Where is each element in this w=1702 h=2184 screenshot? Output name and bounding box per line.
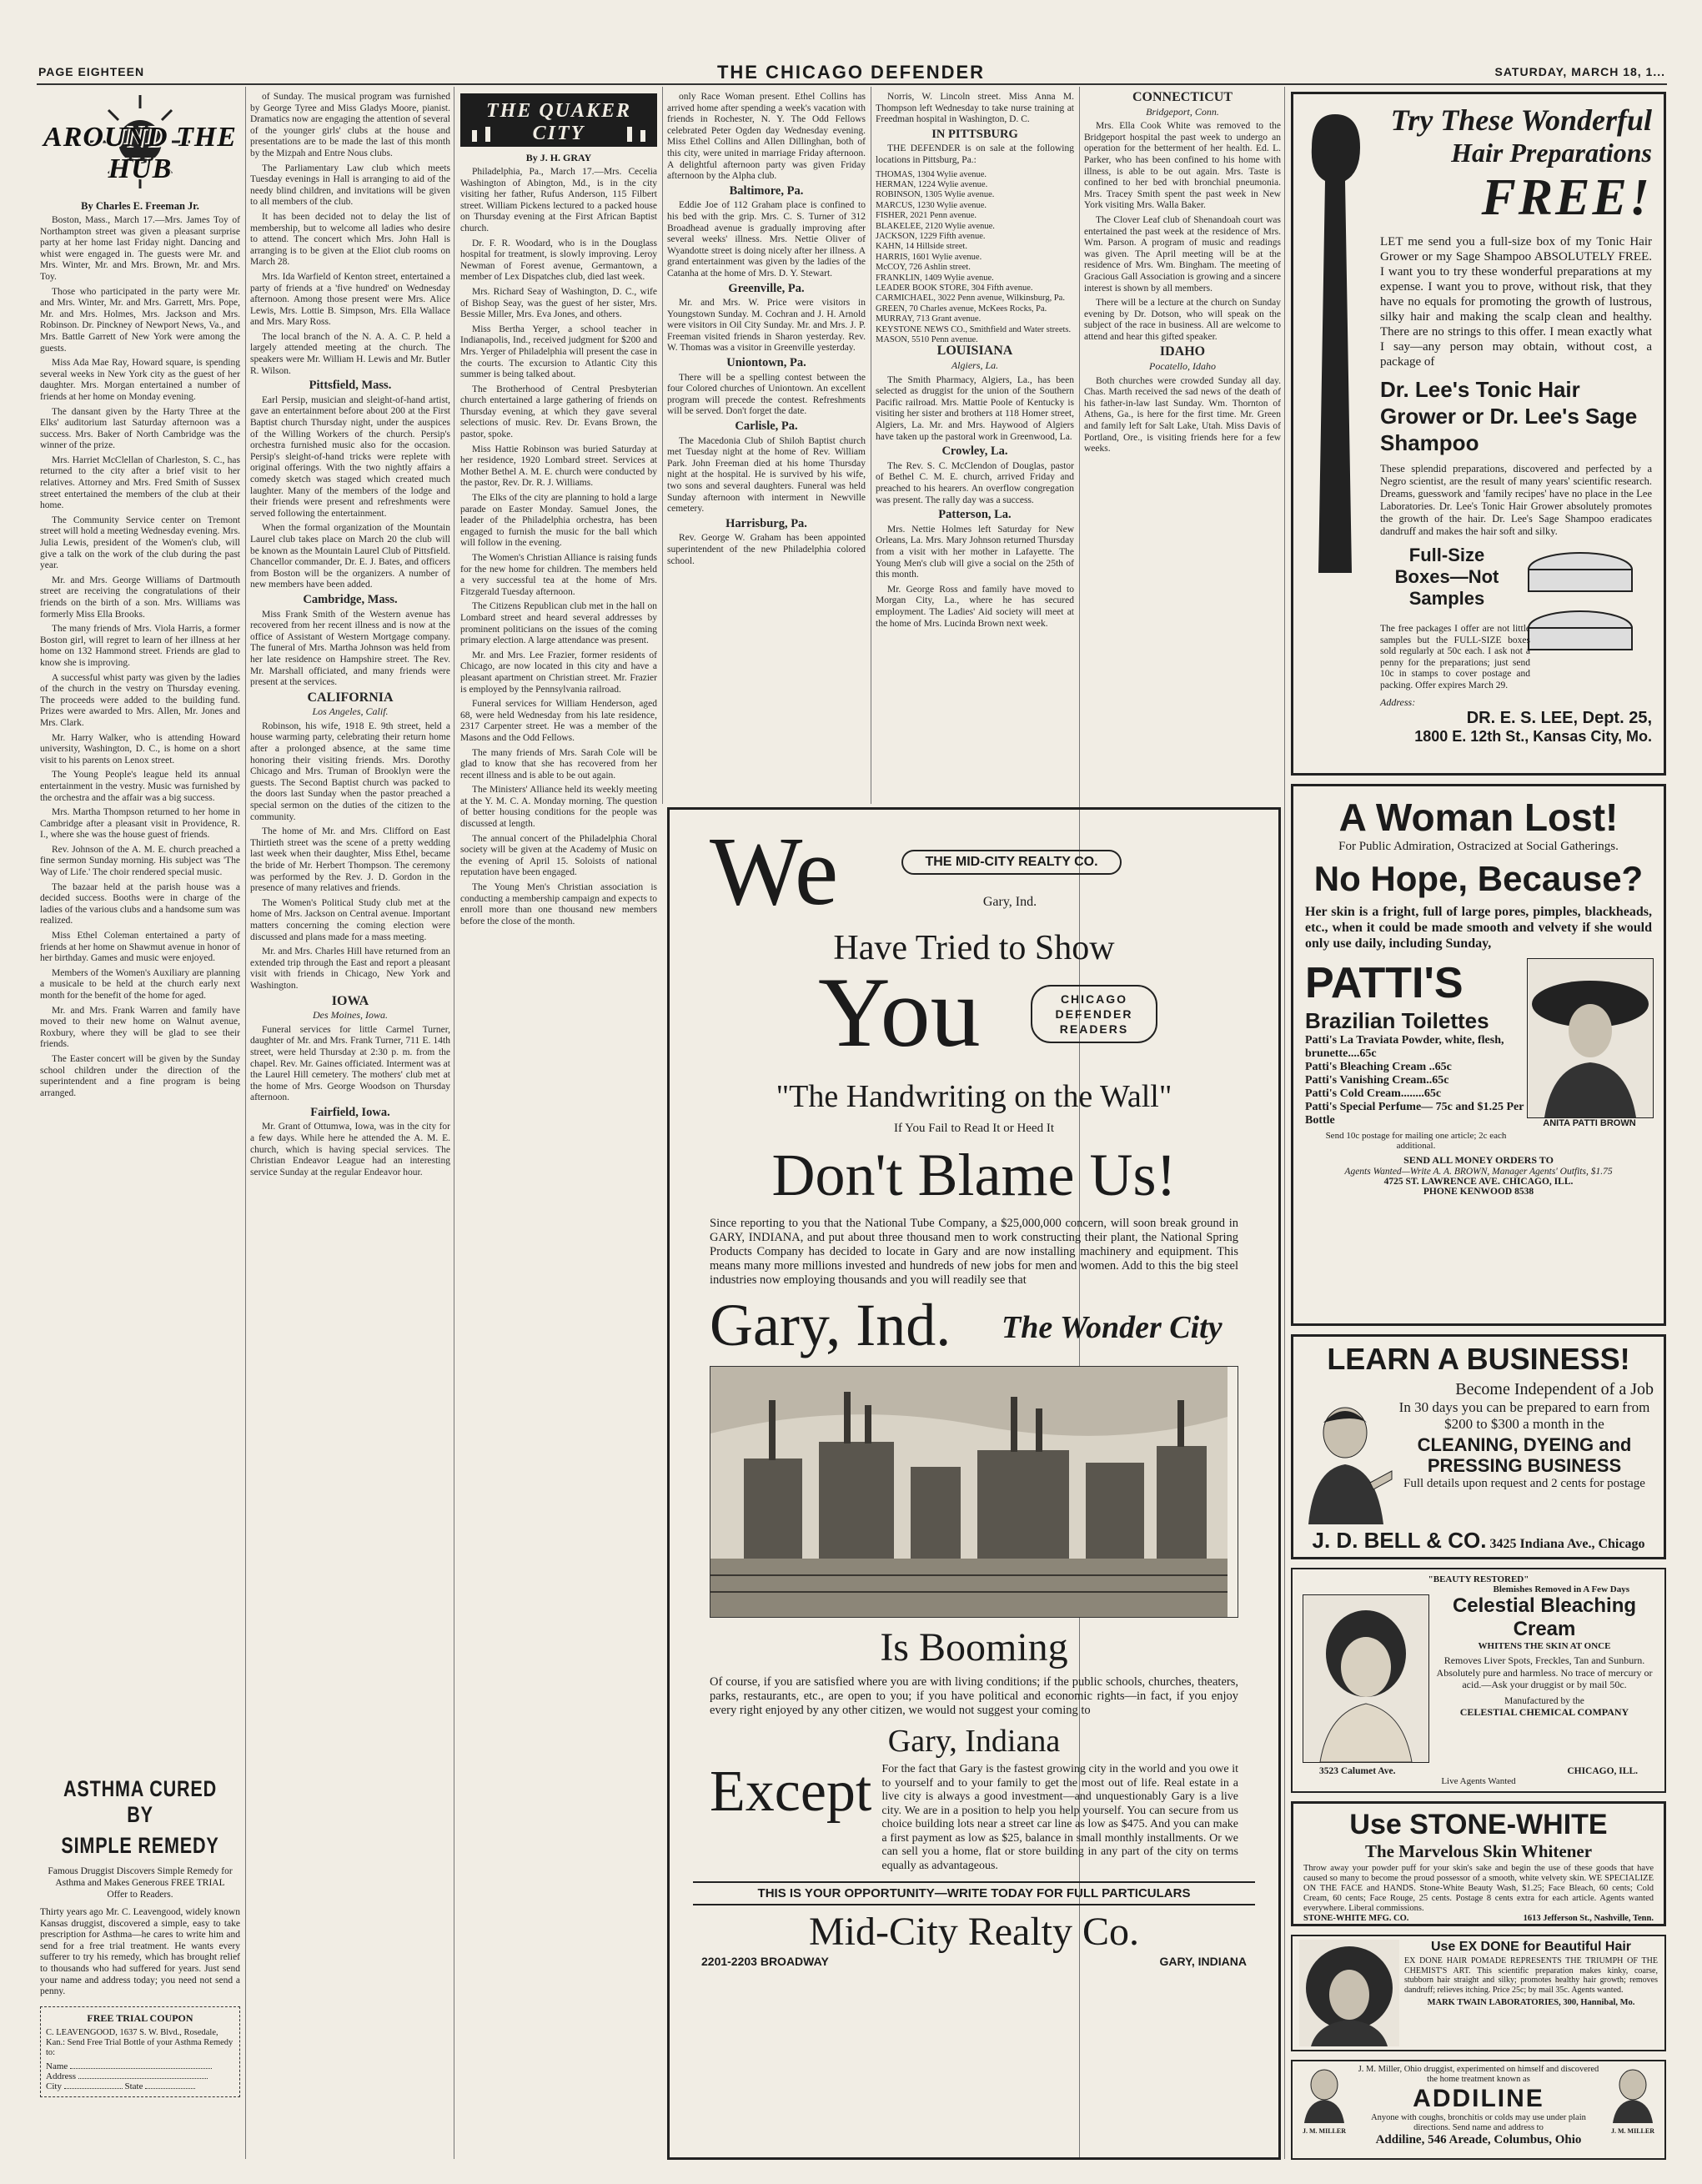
column-2-text <box>250 92 450 2160</box>
coupon-name-label: Name <box>46 2061 68 2071</box>
quaker-paragraph: Miss Hattie Robinson was buried Saturday at her residence, 1920 Lombard street. Services at Mother Bethel A. M. E. church were conducted by the pastor, Rev. Dr. R. J. Williams. <box>460 444 657 489</box>
quaker-city-logo <box>460 93 657 147</box>
quaker-paragraph: The Women's Christian Alliance is raising funds for the new home for children. The members held a very successful tea at the home of Mrs. Fitzgerald Tuesday afternoon. <box>460 553 657 597</box>
ad-readers: CHICAGO DEFENDER READERS <box>1055 992 1133 1036</box>
patti-item: Patti's Bleaching Cream ..65c <box>1305 1061 1452 1073</box>
col4-paragraph: Rev. George W. Graham has been appointed superintendent of the new Philadelphia colored school. <box>667 533 866 566</box>
dealer-item: THOMAS, 1304 Wylie avenue. <box>876 169 987 179</box>
dealer-item: MARCUS, 1230 Wylie avenue. <box>876 200 987 210</box>
exdone-title: Use EX DONE for Beautiful Hair <box>1430 1940 1632 1954</box>
col2-paragraph: Miss Frank Smith of the Western avenue has recovered from her recent illness and is now at the office of Assistant of Western Mortgage company. The funeral of Mrs. Martha Johnson was held from her late residence on Hampshire street. The Rev. Mr. Marshall officiated, and many friends were present at the services. <box>250 609 450 688</box>
addiline-top: J. M. Miller, Ohio druggist, experimented on himself and discovered the home treatment known as <box>1358 2065 1599 2084</box>
ad-wonder-city: The Wonder City <box>1002 1310 1223 1345</box>
dealer-item: MASON, 5510 Penn avenue. <box>876 335 978 345</box>
business-line: Become Independent of a Job <box>1455 1380 1654 1398</box>
issue-date: SATURDAY, MARCH 18, 1... <box>1494 65 1665 78</box>
hair-body: LET me send you a full-size box of my Tonic Hair Grower or my Sage Shampoo ABSOLUTELY FREE. I want you to try these wonderful preparations at my expense. I want you to prove, without risk, that they have no equals for promoting the growth of lustrous, silky hair and making the scalp clean and healthy. There are no strings to this offer. I mean exactly what I say—any person may obtain, without cost, a package of <box>1380 235 1652 369</box>
hub-article <box>40 215 240 1766</box>
col2-paragraph: The home of Mr. and Mrs. Clifford on East Thirtieth street was the scene of a pretty wedding last week when their daughter, Miss Ethel, became the bride of Mr. Herbert Thompson. The ceremony was performed by the Rev. J. D. Gordon in the presence of many relatives and friends. <box>250 826 450 894</box>
dealer-item: HERMAN, 1224 Wylie avenue. <box>876 179 988 189</box>
celestial-city: CHICAGO, ILL. <box>1567 1766 1638 1776</box>
col5-paragraph: The Rev. S. C. McClendon of Douglas, pastor of Bethel C. M. E. church, arrived Friday and preached to his hearers. An overflow congregation was present. The rally day was a success. <box>876 460 1074 505</box>
patti-item: Patti's Cold Cream........65c <box>1305 1087 1442 1100</box>
patti-phone: PHONE KENWOOD 8538 <box>1423 1187 1534 1197</box>
hub-paragraph: The many friends of Mrs. Viola Harris, a former Boston girl, will regret to learn of her illness at her home on 132 Hammond street. Friends are glad to know she is improving. <box>40 624 240 668</box>
mid-city-realty-ad <box>667 807 1281 2160</box>
col2-paragraph: of Sunday. The musical program was furnished by George Tyree and Miss Gladys Moore, pianist. Dramatics now are engaging the attention of several of the younger girls' clubs at the house and presentations are to be made the last of this month by the Mizpah and Entre Nous clubs. <box>250 92 450 158</box>
patti-send: Send 10c postage for mailing one article; 2c each additional. <box>1325 1131 1507 1151</box>
ad-tried: Have Tried to Show <box>833 929 1115 967</box>
hub-paragraph: The Community Service center on Tremont street will hold a meeting Wednesday evening. Mrs. Julia Lewis, president of the Women's club, will give a talk on the work of the club during the past year. <box>40 515 240 571</box>
patti-agents: Agents Wanted—Write A. A. BROWN, Manager Agents' Outfits, $1.75 <box>1344 1167 1613 1177</box>
fairfield-heading: Fairfield, Iowa. <box>310 1105 390 1119</box>
dealer-item: CARMICHAEL, 3022 Penn avenue, Wilkinsburg, Pa. <box>876 294 1065 304</box>
patti-portrait <box>1527 958 1654 1118</box>
asthma-body: Thirty years ago Mr. C. Leavengood, widely known Kansas druggist, discovered a simple, easy to take prescription for Asthma—he cares to write him and send for a free trial treatment. He wants every sufferer to try his remedy, which has brought relief to thousands who had suffered for years. Just send your name and address today; you need not send a penny. <box>40 1907 240 1997</box>
ad-location: Gary, Ind. <box>982 895 1037 909</box>
pittsfield-heading: Pittsfield, Mass. <box>309 379 392 393</box>
ad-opportunity: THIS IS YOUR OPPORTUNITY—WRITE TODAY FOR FULL PARTICULARS <box>693 1881 1255 1905</box>
coupon-address-field[interactable] <box>78 2078 208 2079</box>
patterson-heading: Patterson, La. <box>938 508 1012 522</box>
carlisle-heading: Carlisle, Pa. <box>735 419 798 434</box>
ad-footer-address: 2201-2203 BROADWAY <box>701 1955 829 1968</box>
col2-paragraph: Mrs. Ida Warfield of Kenton street, entertained a party of friends at a 'five hundred' on Wednesday afternoon. Among those present were Mrs. Alice Lewis, Mrs. Lottie B. Simpson, Mrs. Ella Wallace and Mrs. Mary Ross. <box>250 271 450 328</box>
celestial-woman-portrait <box>1303 1594 1429 1763</box>
ad-footer-city: GARY, INDIANA <box>1159 1955 1247 1968</box>
learn-business-ad <box>1291 1334 1666 1559</box>
dealer-item: FRANKLIN, 1409 Wylie avenue. <box>876 273 994 283</box>
hub-paragraph: Mr. Harry Walker, who is attending Howard university, Washington, D. C., is home on a short visit to his parents on Lenox street. <box>40 732 240 766</box>
business-company: J. D. BELL & CO. <box>1312 1528 1487 1553</box>
col5-paragraph: The Smith Pharmacy, Algiers, La., has been selected as druggist for the union of the Southern Pacific railroad. Mrs. Mattie Poole of Kentucky is visiting her sister and brothers at 118 Homer street, Algiers, La. Mr. and Mrs. Haywood of Algiers have taken up the pastoral work in Greenwood, La. <box>876 374 1074 442</box>
crowley-heading: Crowley, La. <box>941 444 1008 459</box>
hair-line-1: Try These Wonderful <box>1390 103 1652 137</box>
pattis-toilettes-ad <box>1291 784 1666 1326</box>
dealer-item: McCOY, 726 Ashlin street. <box>876 263 971 273</box>
business-body: In 30 days you can be prepared to earn from $200 to $300 a month in the <box>1398 1399 1650 1432</box>
col5-paragraph: Mr. George Ross and family have moved to Morgan City, La., where he has secured employment. The Ladies' Aid society will meet at the home of Mrs. Lucinda Brown next week. <box>876 584 1074 629</box>
patti-orders: SEND ALL MONEY ORDERS TO <box>1403 1154 1554 1166</box>
hub-paragraph: Mrs. Martha Thompson returned to her home in Cambridge after a pleasant visit in Providence, R. I., where she was the house guest of friends. <box>40 807 240 841</box>
quaker-paragraph: Miss Bertha Yerger, a school teacher in Indianapolis, Ind., received judgment for $200 and Mrs. Yerger of Philadelphia will present the case in the courts. The excursion to Atlantic City this summer is being talked about. <box>460 324 657 380</box>
hair-free: FREE! <box>1481 169 1652 226</box>
coupon-name-field[interactable] <box>70 2068 212 2069</box>
celestial-body: Removes Liver Spots, Freckles, Tan and Sunburn. Absolutely pure and harmless. No trace of mercury or acid.—Ask your druggist or by mail 50c. <box>1436 1654 1653 1690</box>
hub-paragraph: Those who participated in the party were Mr. and Mrs. Winter, Mr. and Mrs. Garrett, Mrs. Pope, Mr. and Mrs. Holmes, Mrs. Jackson and Mrs. Robinson. Dr. Pinckney of Newport News, Va., and Mrs. Battle Garrett of New York were among the guests. <box>40 286 240 354</box>
col5-paragraph: THE DEFENDER is on sale at the following locations in Pittsburg, Pa.: <box>876 143 1074 165</box>
stone-white-ad <box>1291 1801 1666 1926</box>
ad-we: We <box>710 816 839 926</box>
asthma-subhead: Famous Druggist Discovers Simple Remedy for Asthma and Makes Generous FREE TRIAL Offer to Readers. <box>48 1866 233 1900</box>
quaker-article <box>460 167 657 926</box>
hair-body-2: These splendid preparations, discovered and perfected by a Negro scientist, are the result of many years' scientific research. Dreams, guesswork and 'family recipes' have no place in the Lee Laboratories. Dr. Lee's Tonic Hair Grower absolutely promotes the growth of the hair. Dr. Lee's Sage Shampoo eradicates dandruff and makes the hair soft and silky. <box>1380 463 1652 537</box>
quaker-title: THE QUAKER CITY <box>485 100 632 144</box>
asthma-ad <box>40 1776 240 2168</box>
patti-subbrand: Brazilian Toilettes <box>1305 1008 1489 1033</box>
hair-address-label: Address: <box>1380 696 1416 708</box>
quaker-paragraph: The Ministers' Alliance held its weekly meeting at the Y. M. C. A. Monday morning. The question of better housing conditions for the people was discussed at length. <box>460 785 657 830</box>
ad-ifyou: If You Fail to Read It or Heed It <box>893 1122 1055 1135</box>
uniontown-heading: Uniontown, Pa. <box>726 356 806 370</box>
col4-paragraph: There will be a spelling contest between the four Colored churches of Uniontown. An excellent program will precede the contest. Refreshments will be served. Don't forget the date. <box>667 372 866 417</box>
col2-paragraph: When the formal organization of the Mountain Laurel club takes place on March 20 the club will be known as the Mountain Laurel Club of Pittsfield. Chancellor commander, Dr. E. J. Bates, and officers from Boston will be the organizers. A number of new members have been added. <box>250 523 450 590</box>
celestial-title: Celestial Bleaching Cream <box>1452 1594 1637 1640</box>
quaker-paragraph: The many friends of Mrs. Sarah Cole will be glad to know that she has recovered from her recent illness and is able to be out again. <box>460 747 657 781</box>
column-4-text <box>667 92 866 796</box>
dealer-item: GREEN, 70 Charles avenue, McKees Rocks, Pa. <box>876 304 1047 314</box>
california-heading: CALIFORNIA <box>307 690 394 705</box>
column-rule <box>1284 87 1285 2159</box>
dealer-item: KAHN, 14 Hillside street. <box>876 242 967 252</box>
celestial-company: CELESTIAL CHEMICAL COMPANY <box>1459 1705 1629 1718</box>
hub-paragraph: Rev. Johnson of the A. M. E. church preached a fine sermon Sunday morning. His subject was 'The Way of Life.' The choir rendered special music. <box>40 844 240 878</box>
celestial-tag: "BEAUTY RESTORED" <box>1428 1574 1529 1584</box>
ad-readers-box <box>1031 985 1157 1043</box>
col2-paragraph: The Women's Political Study club met at the home of Mrs. Jackson on Central avenue. Important matters concerning the coming election were discussed and plans made for a mass meeting. <box>250 897 450 942</box>
hub-title: AROUND THE HUB <box>43 122 237 184</box>
hub-paragraph: The Easter concert will be given by the Sunday school children under the direction of the superintendent and a fine program is being arranged. <box>40 1053 240 1098</box>
dealer-item: ROBINSON, 1305 Wylie avenue. <box>876 190 995 200</box>
celestial-cream-ad <box>1291 1568 1666 1793</box>
business-title: LEARN A BUSINESS! <box>1327 1342 1630 1376</box>
patti-item: Patti's La Traviata Powder, white, flesh, brunette....65c <box>1305 1034 1504 1060</box>
col4-paragraph: Eddie Joe of 112 Graham place is confined to his bed with the grip. Mrs. C. S. Turner of 312 Broadhead avenue is gradually improving after several weeks' illness. Mrs. Nettie Oliver of Wyandotte street is doing nicely after her illness. A grand entertainment was given by the ladies of the Catanha at the home of Mrs. D. Y. Stewart. <box>667 200 866 279</box>
hair-line-2: Hair Preparations <box>1451 138 1652 168</box>
dealer-item: HARRIS, 1601 Wylie avenue. <box>876 252 982 262</box>
bridgeport-heading: Bridgeport, Conn. <box>1146 105 1219 118</box>
hub-paragraph: Miss Ethel Coleman entertained a party of friends at her home on Shawmut avenue in honor of her birthday. Games and music were enjoyed. <box>40 931 240 964</box>
stonewhite-title: Use STONE-WHITE <box>1349 1809 1608 1840</box>
asthma-headline-1: ASTHMA CURED BY <box>63 1776 217 1827</box>
greenville-heading: Greenville, Pa. <box>728 281 805 295</box>
celestial-agents: Live Agents Wanted <box>1441 1776 1516 1786</box>
coupon-city-field[interactable] <box>64 2088 123 2089</box>
patti-ostracized: For Public Admiration, Ostracized at Social Gatherings. <box>1338 840 1619 853</box>
around-the-hub-logo <box>40 92 240 192</box>
col2-paragraph: Mr. and Mrs. Charles Hill have returned from an extended trip through the East and report a pleasant visit with friends in Chicago, New York and Washington. <box>250 946 450 991</box>
col2-paragraph: Mr. Grant of Ottumwa, Iowa, was in the city for a few days. While here he attended the A. M. E. church, which is having special services. The Christian Endeavor League had an interesting service Sunday at the regular Endeavor hour. <box>250 1122 450 1177</box>
hub-paragraph: Boston, Mass., March 17.—Mrs. James Toy of Northampton street was given a pleasant surprise party at her home last Friday night. Dancing and whist were engaged in. The guests were Mr. and Mrs. Winter, Mr. and Mrs. Brown, Mr. and Mrs. Toy. <box>40 215 240 282</box>
patti-brand: PATTI'S <box>1305 959 1464 1007</box>
patti-address: 4725 ST. LAWRENCE AVE. CHICAGO, ILL. <box>1383 1177 1574 1187</box>
los-angeles-heading: Los Angeles, Calif. <box>312 705 389 718</box>
col6-paragraph: There will be a lecture at the church on Sunday evening by Dr. Dotson, who will speak on the subject of the race in business. All are welcome to attend and hear this gifted speaker. <box>1084 298 1281 342</box>
col2-paragraph: The local branch of the N. A. A. C. P. held a largely attended meeting at the church. The speakers were Mr. William H. Lewis and Mr. Butler R. Wilson. <box>250 331 450 376</box>
hub-paragraph: Miss Ada Mae Ray, Howard square, is spending several weeks in New York city as the guest of her daughter. Mrs. Morgan entertained a number of friends at her home on Monday evening. <box>40 358 240 402</box>
connecticut-heading: CONNECTICUT <box>1132 90 1233 104</box>
hair-body-3: The free packages I offer are not little samples but the FULL-SIZE boxes sold regularly at 50c each. I ask not a penny for the preparations; just send 10c in stamps to cover postage and packing. Offer expires March 29. <box>1380 624 1530 690</box>
ad-dont-blame: Don't Blame Us! <box>771 1142 1177 1208</box>
quaker-paragraph: Dr. F. R. Woodard, who is in the Douglass hospital for treatment, is slowly improving. Leroy Newman of Forest avenue, Germantown, a member of Lex Dispatches club, died last week. <box>460 238 657 283</box>
col4-paragraph: only Race Woman present. Ethel Collins has arrived home after spending a week's vacation with friends in Rochester, N. Y. The Odd Fellows celebrated Peter Ogden day Wednesday evening. Miss Ethel Collins and Allen Dillinghan, both of this city, were united in marriage Friday afternoon. A delightful afternoon party was given Friday afternoon by the Alpha club. <box>667 92 866 182</box>
pocatello-heading: Pocatello, Idaho <box>1149 360 1216 373</box>
addiline-address: Addiline, 546 Areade, Columbus, Ohio <box>1375 2133 1582 2146</box>
column-5-text <box>876 92 1074 796</box>
dealer-item: MURRAY, 713 Grant avenue. <box>876 314 982 324</box>
ad-booming: Is Booming <box>880 1625 1068 1669</box>
col2-paragraph: Funeral services for little Carmel Turner, daughter of Mr. and Mrs. Frank Turner, 711 E. 14th street, were held Thursday at 2:30 p. m. from the chapel. Rev. Mr. Gaines officiated. Interment was at the Laurel Hill cemetery. The mothers' club met at the home of Mrs. George Woodson on Thursday afternoon. <box>250 1024 450 1103</box>
ex-done-ad <box>1291 1935 1666 2051</box>
des-moines-heading: Des Moines, Iowa. <box>313 1009 388 1022</box>
quaker-paragraph: The Elks of the city are planning to hold a large parade on Easter Monday. Samuel Jones, the leader of the Philadelphia orchestra, has been engaged to furnish the music for the ball which will follow in the evening. <box>460 493 657 549</box>
col2-paragraph: Robinson, his wife, 1918 E. 9th street, held a house warming party, celebrating their return home after a prolonged absence, at the same time honoring their visiting friends. Mrs. Dorothy Chicago and Mrs. Truman of Brooklyn were the guests. The Second Baptist church was packed to the doors last Sunday when the pastor preached a special sermon on the duties of the citizen to the community. <box>250 720 450 822</box>
ad-footer-company: Mid-City Realty Co. <box>809 1910 1139 1954</box>
hub-paragraph: Mr. and Mrs. George Williams of Dartmouth street are receiving the congratulations of their friends on the birth of a son. Mrs. Williams was formerly Miss Ella Brooks. <box>40 575 240 620</box>
coupon-state-field[interactable] <box>145 2088 195 2089</box>
celestial-blemish: Blemishes Removed in A Few Days <box>1493 1584 1629 1594</box>
hub-paragraph: Mr. and Mrs. Frank Warren and family have moved to their new home on Walnut avenue, Roxbury, where they will be glad to see their friends. <box>40 1005 240 1050</box>
hub-paragraph: The bazaar held at the parish house was a decided success. Booths were in charge of the ladies of the various clubs and a handsome sum was realized. <box>40 881 240 926</box>
patti-item: Patti's Vanishing Cream..65c <box>1305 1074 1449 1087</box>
addiline-portrait-right <box>1608 2065 1658 2127</box>
pittsburg-dealer-list <box>876 170 1074 346</box>
hub-paragraph: The dansant given by the Harty Three at the Elks' auditorium last Saturday afternoon was a success. Mrs. Baker of North Cambridge was the winner of the prize. <box>40 406 240 451</box>
harrisburg-heading: Harrisburg, Pa. <box>725 516 807 530</box>
hair-product-tins <box>1522 545 1639 674</box>
exdone-body: EX DONE HAIR POMADE REPRESENTS THE TRIUMPH OF THE CHEMIST'S ART. This scientific preparation makes kinky, coarse, stubborn hair straight and silky; promotes healthy hair growth; removes dandruff; relieves itching. Price 25c; by mail 35c. Agents wanted. <box>1404 1956 1658 1995</box>
business-man-portrait <box>1303 1399 1395 1524</box>
col2-paragraph: The Parliamentary Law club which meets Tuesday evenings in Hall is arranging to aid of the needy blind children, and invitations will be given to all members of the club. <box>250 163 450 208</box>
ad-except: Except <box>710 1760 872 1824</box>
ad-company-box <box>901 850 1122 875</box>
asthma-headline-2: SIMPLE REMEDY <box>61 1833 219 1858</box>
col5-paragraph: Norris, W. Lincoln street. Miss Anna M. Thompson left Wednesday to take nurse training at Freedman hospital in Washington, D. C. <box>876 92 1074 125</box>
algiers-heading: Algiers, La. <box>951 359 999 372</box>
ad-handwriting: "The Handwriting on the Wall" <box>776 1079 1172 1114</box>
column-rule <box>662 87 663 804</box>
gary-skyline-illustration <box>710 1366 1238 1618</box>
dr-lee-hair-ad <box>1291 92 1666 776</box>
addiline-ad <box>1291 2060 1666 2160</box>
idaho-heading: IDAHO <box>1159 344 1206 359</box>
quaker-paragraph: The annual concert of the Philadelphia Choral society will be given at the Academy of Music on the evening of April 15. Soloists of national reputation have been engaged. <box>460 833 657 878</box>
addiline-caption-right: J. M. MILLER <box>1611 2127 1654 2135</box>
patti-nohope: No Hope, Because? <box>1313 859 1644 898</box>
iowa-heading: IOWA <box>331 993 369 1008</box>
ad-body-1: Since reporting to you that the National Tube Company, a $25,000,000 concern, will soon break ground in GARY, INDIANA, and put about three thousand men to work constructing their plant, the National Spring Products Company has decided to locate in Gary and are now installing machinery and equipment. This means many more millions invested and hundreds of new jobs for men and women. Add to this the big steel industries now employing thousands and you will readily see that <box>710 1217 1238 1287</box>
quaker-paragraph: The Citizens Republican club met in the hall on Lombard street and heard several addresses by prominent politicians on the issues of the coming primary election. A large attendance was present. <box>460 601 657 646</box>
hair-woman-silhouette <box>1302 106 1377 573</box>
celestial-whitens: WHITENS THE SKIN AT ONCE <box>1478 1641 1611 1651</box>
column-6-text <box>1084 92 1281 796</box>
newspaper-title: THE CHICAGO DEFENDER <box>716 62 986 83</box>
quaker-paragraph: Funeral services for William Henderson, aged 68, were held Wednesday from his late residence, 2317 Carpenter street. He was a member of the Masons and the Odd Fellows. <box>460 699 657 743</box>
masthead-rule <box>37 83 1667 85</box>
business-address: 3425 Indiana Ave., Chicago <box>1489 1537 1645 1551</box>
addiline-body: Anyone with coughs, bronchitis or colds may use under plain directions. Send name and address to <box>1371 2113 1586 2132</box>
dealer-item: FISHER, 2021 Penn avenue. <box>876 211 977 221</box>
ad-you: You <box>818 956 981 1067</box>
stonewhite-sub: The Marvelous Skin Whitener <box>1364 1841 1593 1861</box>
coupon-city-label: City <box>46 2081 62 2091</box>
column-rule <box>245 87 246 2159</box>
hub-paragraph: Members of the Women's Auxiliary are planning a musicale to be held at the church early next month for the benefit of the home for aged. <box>40 967 240 1001</box>
ad-company: THE MID-CITY REALTY CO. <box>925 855 1098 869</box>
patti-lost: A Woman Lost! <box>1338 796 1619 839</box>
exdone-company: MARK TWAIN LABORATORIES, 300, Hannibal, Mo. <box>1427 1998 1635 2007</box>
hub-byline: By Charles E. Freeman Jr. <box>81 200 199 212</box>
patti-item: Patti's Special Perfume— 75c and $1.25 Per Bottle <box>1305 1101 1524 1127</box>
business-details: Full details upon request and 2 cents for postage <box>1403 1477 1645 1490</box>
dealer-item: KEYSTONE NEWS CO., Smithfield and Water streets. <box>876 324 1072 334</box>
hair-address: 1800 E. 12th St., Kansas City, Mo. <box>1414 728 1652 745</box>
ad-gary-indiana: Gary, Indiana <box>887 1724 1061 1759</box>
col5-paragraph: Mrs. Nettie Holmes left Saturday for New Orleans, La. Mrs. Mary Johnson returned Thursday from a visit with her mother in Lafayette. The Young Men's club will give a social on the 25th of this month. <box>876 524 1074 580</box>
coupon-state-label: State <box>124 2081 143 2091</box>
ad-gary: Gary, Ind. <box>710 1292 951 1358</box>
hair-name: DR. E. S. LEE, Dept. 25, <box>1466 709 1652 727</box>
patti-body: Her skin is a fright, full of large pores, pimples, blackheads, etc., when it could be made smooth and velvety if she would only use daily, including Sunday, <box>1305 905 1652 951</box>
dealer-item: LEADER BOOK STORE, 304 Fifth avenue. <box>876 284 1033 294</box>
exdone-woman-portrait <box>1299 1940 1399 2046</box>
business-trade: CLEANING, DYEING and PRESSING BUSINESS <box>1417 1434 1632 1476</box>
col6-paragraph: Both churches were crowded Sunday all day. Chas. Marth received the sad news of the death of his father-in-law last Sunday. Wm. Thornton of Athens, Ga., is here for the first time. Mr. Green and family left for Salt Lake, Utah. Miss Davis of Portland, Ore., is visiting friends here for a few weeks. <box>1084 375 1281 454</box>
hair-product: Dr. Lee's Tonic Hair Grower or Dr. Lee's Sage Shampoo <box>1380 377 1638 455</box>
col6-paragraph: Mrs. Ella Cook White was removed to the Bridgeport hospital the past week to undergo an operation for the betterment of her health. Ed. L. Parker, who has been confined to his home with illness, is able to be out again. Mrs. Taste is confined to her bed with bronchial pneumonia. Mrs. Tracey Smith spent the past week in New York visiting Mrs. Walla Baker. <box>1084 121 1281 211</box>
hair-fullsize: Full-Size Boxes—Not Samples <box>1394 545 1499 609</box>
quaker-paragraph: The Brotherhood of Central Presbyterian church entertained a large gathering of friends on Thursday evening, at which they gave several selections of music. Rev. Dr. Evans Brown, the pastor, spoke. <box>460 384 657 440</box>
celestial-address: 3523 Calumet Ave. <box>1319 1766 1396 1776</box>
stonewhite-address: 1613 Jefferson St., Nashville, Tenn. <box>1523 1914 1654 1923</box>
hub-paragraph: Mrs. Harriet McClellan of Charleston, S. C., has returned to the city after a brief visit to her relatives. Attorney and Mrs. Fred Smith of Sussex street entertained the members of the club at their home. <box>40 454 240 511</box>
quaker-paragraph: Mr. and Mrs. Lee Frazier, former residents of Chicago, are now located in this city and have a pleasant apartment on Christian street. Mr. Frazier is employed by the Pennsylvania railroad. <box>460 650 657 695</box>
quaker-paragraph: Mrs. Richard Seay of Washington, D. C., wife of Bishop Seay, was the guest of her sister, Mrs. Bessie Miller, Mrs. Eva Jones, and others. <box>460 286 657 320</box>
addiline-caption-left: J. M. MILLER <box>1303 2127 1346 2135</box>
quaker-paragraph: Philadelphia, Pa., March 17.—Mrs. Cecelia Washington of Abington, Md., is in the city visiting her father, Rufus Anderson, 115 Filbert street. William Pickens lectured to a packed house on Thursday evening at the First African Baptist church. <box>460 167 657 233</box>
hub-paragraph: The Young People's league held its annual entertainment in the vestry. Music was furnished by the orchestra and the affair was a big success. <box>40 770 240 803</box>
col6-paragraph: The Clover Leaf club of Shenandoah court was entertained the past week at the residence of Mrs. Wm. Parson. A program of music and readings was given. The April meeting will be at the residence of Mrs. Wm. Bingham. The meeting of Gracious Gall Association is growing and a sincere interest is shown by all members. <box>1084 214 1281 294</box>
coupon-title: FREE TRIAL COUPON <box>87 2011 193 2024</box>
quaker-paragraph: The Young Men's Christian association is conducting a membership campaign and expects to enroll more than one thousand new members before the close of the month. <box>460 882 657 926</box>
col4-paragraph: The Macedonia Club of Shiloh Baptist church met Tuesday night at the home of Rev. William Park. John Freeman died at his home Thursday night at the hospital. He is survived by his wife, two sons and several daughters. Funeral was held Sunday afternoon with interment in Newville cemetery. <box>667 435 866 515</box>
col2-paragraph: It has been decided not to delay the list of membership, but to welcome all ladies who desire to attend. The concert which Mrs. John Hall is arranging is to be given at the Eliot club rooms on March 28. <box>250 211 450 268</box>
coupon-address-label: Address <box>46 2071 77 2081</box>
col2-paragraph: Earl Persip, musician and sleight-of-hand artist, gave an entertainment before about 200 at the First Baptist church Thursday night, under the auspices of the Willing Workers of the church. Persip's orchestra furnished music also for the occasion. Persip's sleight-of-hand tricks were replete with original offerings. With the two nightly affairs a comedy sketch was staged which created much laughter. Many of the members of the lodge and their friends were present and refreshments were served following the entertainment. <box>250 394 450 519</box>
col4-paragraph: Mr. and Mrs. W. Price were visitors in Youngstown Sunday. M. Cochran and J. H. Arnold were visitors in Oil City Sunday. Mr. and Mrs. J. P. Freeman visited friends in Sharon yesterday. Rev. W. Thomas was a visitor in Greenville yesterday. <box>667 298 866 354</box>
hub-paragraph: A successful whist party was given by the ladies of the church in the vestry on Thursday evening. The proceeds were added to the building fund. Prizes were awarded to Mrs. Allen, Mr. Jones and Mrs. Clark. <box>40 672 240 728</box>
stonewhite-body: Throw away your powder puff for your skin's sake and begin the use of these goods that have caused so many to become the proud possessor of a smooth, white velvety skin. WE SPECIALIZE ON THE FACE and HANDS. Stone-White Beauty Wash, $1.25; Face Bleach, 60 cents; Cold Cream, 60 cents; Face Rouge, 25 cents. Postage 8 cents extra for each article. Agents wanted everywhere. Liberal commissions. <box>1303 1864 1654 1913</box>
louisiana-heading: LOUISIANA <box>936 344 1013 359</box>
addiline-title: ADDILINE <box>1413 2085 1544 2112</box>
pittsburg-heading: IN PITTSBURG <box>931 127 1018 141</box>
cambridge-heading: Cambridge, Mass. <box>303 592 398 606</box>
page-number: PAGE EIGHTEEN <box>38 65 145 78</box>
dealer-item: JACKSON, 1229 Fifth avenue. <box>876 232 986 241</box>
baltimore-heading: Baltimore, Pa. <box>729 183 804 198</box>
patti-model-name: ANITA PATTI BROWN <box>1543 1118 1636 1128</box>
coupon-body: C. LEAVENGOOD, 1637 S. W. Blvd., Rosedale, Kan.: Send Free Trial Bottle of your Asthma Remedy to: <box>46 2027 233 2057</box>
quaker-byline: By J. H. GRAY <box>525 152 592 163</box>
dealer-item: BLAKELEE, 2120 Wylie avenue. <box>876 221 995 231</box>
stonewhite-company: STONE-WHITE MFG. CO. <box>1303 1914 1409 1923</box>
ad-body-2: Of course, if you are satisfied where you are with living conditions; if the public schools, churches, theaters, parks, restaurants, etc., are open to you; if you have political and economic rights—in fact, if you enjoy every right enjoyed by any other citizen, we would not suggest your coming to <box>710 1675 1238 1717</box>
addiline-portrait-left <box>1299 2065 1349 2127</box>
celestial-mfd: Manufactured by the <box>1504 1695 1584 1706</box>
ad-body-3: For the fact that Gary is the fastest growing city in the world and you owe it to yourself and to your family to get the most out of life. Real estate in a live city is always a good investment—and unquestionably Gary is a live city. We are in a position to help you help yourself. You can secure from us choice building lots near a street car line as low as $475. And you can make a first payment as low as $25, balance in small monthly installments. Or we can sell you a home, flat or store building in any part of the city on terms equally as advantageous. <box>881 1763 1238 1872</box>
